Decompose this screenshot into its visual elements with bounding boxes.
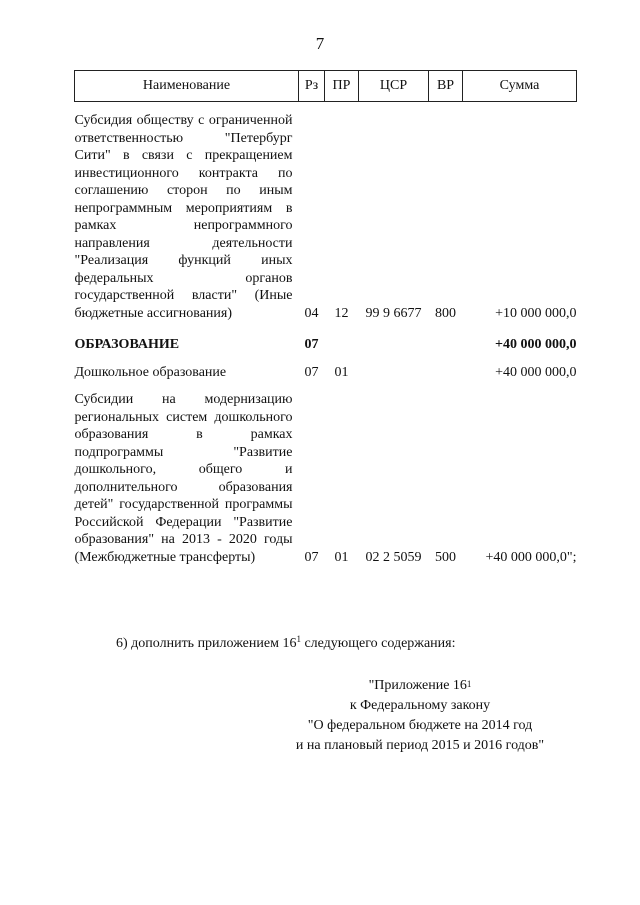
header-sum: Сумма [463,71,577,102]
header-pr: ПР [325,71,359,102]
appendix-superscript: 1 [466,679,472,689]
row-rz: 07 [304,364,319,380]
row-csr [359,336,429,354]
row-pr [325,336,359,354]
row-name: Субсидии на модернизацию региональных систем дошкольного образования в рамках подпрограммы "Развитие дошкольного, общего и дополнительного образования детей" государственной программы Российской Федерации "Развитие образования" на 2013 - 2020 годы (Межбюджетные трансферты) [74,392,293,565]
row-sum: +40 000 000,0 [495,364,577,380]
row-rz: 07 [304,337,319,352]
header-rz: Рз [299,71,325,102]
row-name: Дошкольное образование [74,364,227,380]
header-vr: ВР [429,71,463,102]
amendment-paragraph [116,636,456,652]
row-pr: 01 [334,364,349,380]
row-csr: 02 2 5059 [365,549,422,565]
header-name: Наименование [75,71,299,102]
paragraph-superscript: 1 [296,634,301,644]
row-sum: +40 000 000,0 [495,337,577,352]
table-row [75,336,577,354]
row-rz: 07 [304,549,319,565]
row-csr [359,364,429,382]
budget-table [74,70,577,566]
appendix-line-2: к Федеральному закону [349,698,491,713]
table-row [75,364,577,382]
appendix-line-4: и на плановый период 2015 и 2016 годов" [295,738,545,753]
row-name: ОБРАЗОВАНИЕ [74,337,180,352]
appendix-line-1 [270,676,570,696]
row-rz: 04 [304,305,319,321]
table-header-row [75,71,577,102]
row-pr: 01 [334,549,349,565]
row-vr: 500 [435,549,456,565]
row-pr: 12 [334,305,349,321]
header-csr: ЦСР [359,71,429,102]
table-row [75,112,577,322]
row-vr [429,364,463,382]
row-sum: +10 000 000,0 [495,305,577,321]
appendix-title: "Приложение 16 [368,678,467,693]
paragraph-text: 6) дополнить приложением 16 [116,636,297,651]
row-vr [429,336,463,354]
row-sum: +40 000 000,0"; [485,549,577,565]
page-number: 7 [315,34,325,53]
appendix-line-3: "О федеральном бюджете на 2014 год [307,718,533,733]
row-vr: 800 [435,305,456,321]
table-row [75,391,577,566]
row-csr: 99 9 6677 [365,305,422,321]
row-name: Субсидия обществу с ограниченной ответственностью "Петербург Сити" в связи с прекращением инвестиционного контракта по соглашению сторон по иным непрограммным мероприятиям в рамках непрограммного направления деятельности "Реализация функций иных федеральных органов государственной власти" (Иные бюджетные ассигнования) [74,113,293,321]
appendix-heading [270,676,570,756]
paragraph-text-end: следующего содержания: [300,636,456,651]
